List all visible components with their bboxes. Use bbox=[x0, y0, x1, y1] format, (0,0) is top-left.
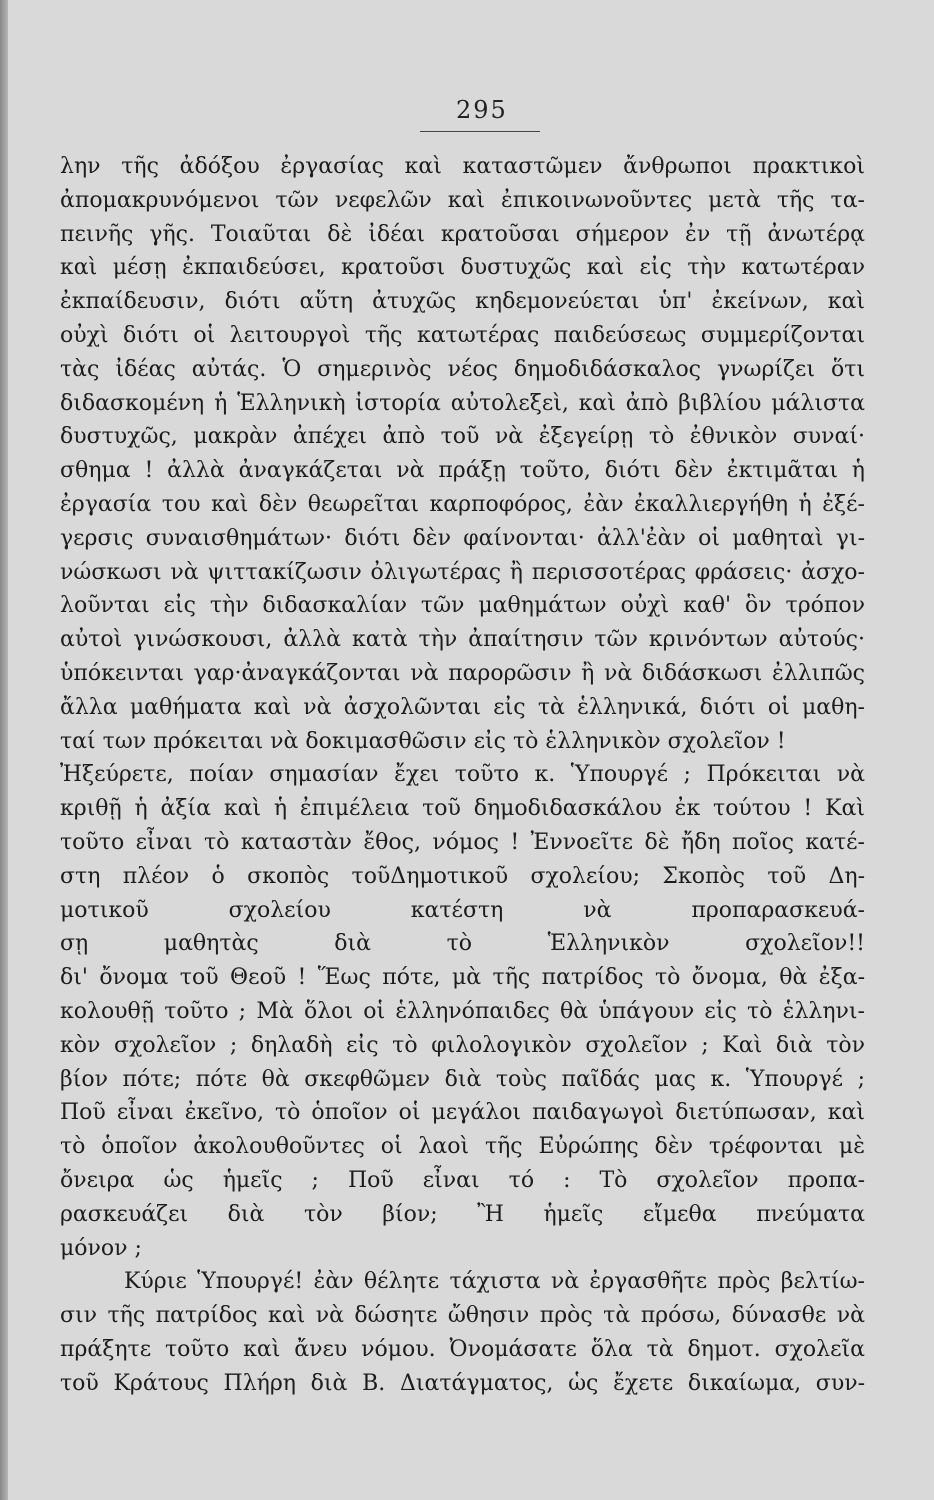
text-line: μοτικοῦ σχολείου κατέστη νὰ προπαρασκευά- bbox=[60, 897, 865, 923]
text-line: νώσκωσι νὰ ψιττακίζωσιν ὀλιγωτέρας ἢ περισσοτέρας φράσεις· ἀσχο- bbox=[60, 559, 865, 585]
body-text bbox=[60, 150, 865, 1400]
text-line: λην τῆς ἀδόξου ἐργασίας καὶ καταστῶμεν ἄνθρωποι πρακτικοὶ bbox=[60, 154, 865, 179]
text-line: τὸ ὁποῖον ἀκολουθοῦντες οἱ λαοὶ τῆς Εὐρώπης δὲν τρέφονται μὲ bbox=[60, 1134, 865, 1160]
text-line: τοῦ Κράτους Πλήρη διὰ Β. Διατάγματος, ὡς ἔχετε δικαίωμα, συν- bbox=[60, 1370, 865, 1396]
text-line: σιν τῆς πατρίδος καὶ νὰ δώσητε ὤθησιν πρὸς τὰ πρόσω, δύνασθε νὰ bbox=[60, 1303, 865, 1329]
text-line: ἀπομακρυνόμενοι τῶν νεφελῶν καὶ ἐπικοινωνοῦντες μετὰ τῆς τα- bbox=[60, 187, 865, 213]
text-line: Κύριε Ὑπουργέ! ἐὰν θέλητε τάχιστα νὰ ἐργασθῆτε πρὸς βελτίω- bbox=[124, 1269, 865, 1295]
text-line: Ἠξεύρετε, ποίαν σημασίαν ἔχει τοῦτο κ. Ὑπουργέ ; Πρόκειται νὰ bbox=[60, 762, 865, 788]
text-line: ὑπόκεινται γαρ·ἀναγκάζονται νὰ παρορῶσιν ἢ νὰ διδάσκωσι ἐλλιπῶς bbox=[60, 660, 865, 686]
text-line: γερσις συναισθημάτων· διότι δὲν φαίνονται· ἀλλ'ἐὰν οἱ μαθηταὶ γι- bbox=[60, 525, 865, 551]
text-line: σθημα ! ἀλλὰ ἀναγκάζεται νὰ πράξῃ τοῦτο, διότι δὲν ἐκτιμᾶται ἡ bbox=[60, 458, 865, 484]
text-line: πεινῆς γῆς. Τοιαῦται δὲ ἰδέαι κρατοῦσαι σήμερον ἐν τῇ ἀνωτέρᾳ bbox=[60, 221, 865, 247]
page-edge bbox=[0, 0, 8, 1500]
text-line: κριθῇ ἡ ἀξία καὶ ἡ ἐπιμέλεια τοῦ δημοδιδασκάλου ἐκ τούτου ! Καὶ bbox=[60, 796, 865, 822]
text-line: στη πλέον ὁ σκοπὸς τοῦΔημοτικοῦ σχολείου; Σκοπὸς τοῦ Δη- bbox=[60, 863, 865, 889]
text-line: ἐργασία του καὶ δὲν θεωρεῖται καρποφόρος, ἐὰν ἐκαλλιεργήθη ἡ ἐξέ- bbox=[60, 491, 865, 517]
text-line: σῃ μαθητὰς διὰ τὸ Ἑλληνικὸν σχολεῖον!! bbox=[60, 931, 865, 957]
book-page bbox=[8, 0, 934, 1500]
page-number: 295 bbox=[456, 96, 508, 124]
text-line: λοῦνται εἰς τὴν διδασκαλίαν τῶν μαθημάτων οὐχὶ καθ' ὃν τρόπον bbox=[60, 593, 865, 619]
text-line: ὄνειρα ὡς ἡμεῖς ; Ποῦ εἶναι τό : Τὸ σχολεῖον προπα- bbox=[60, 1167, 865, 1193]
text-line: διδασκομένη ἡ Ἑλληνικὴ ἱστορία αὐτολεξεὶ, καὶ ἀπὸ βιβλίου μάλιστα bbox=[60, 390, 865, 416]
text-line: ἐκπαίδευσιν, διότι αὕτη ἀτυχῶς κηδεμονεύεται ὑπ' ἐκείνων, καὶ bbox=[60, 289, 865, 315]
text-line: ρασκευάζει διὰ τὸν βίον; Ἢ ἡμεῖς εἴμεθα πνεύματα bbox=[60, 1201, 865, 1227]
text-line: ταί των πρόκειται νὰ δοκιμασθῶσιν εἰς τὸ ἑλληνικὸν σχολεῖον ! bbox=[60, 728, 786, 754]
text-line: κὸν σχολεῖον ; δηλαδὴ εἰς τὸ φιλολογικὸν σχολεῖον ; Καὶ διὰ τὸν bbox=[60, 1032, 865, 1058]
text-line: οὐχὶ διότι οἱ λειτουργοὶ τῆς κατωτέρας παιδεύσεως συμμερίζονται bbox=[60, 322, 865, 348]
text-line: καὶ μέσῃ ἐκπαιδεύσει, κρατοῦσι δυστυχῶς καὶ εἰς τὴν κατωτέραν bbox=[60, 255, 865, 281]
text-line: πράξητε τοῦτο καὶ ἄνευ νόμου. Ὀνομάσατε ὅλα τὰ δημοτ. σχολεῖα bbox=[60, 1336, 865, 1362]
text-line: ἄλλα μαθήματα καὶ νὰ ἀσχολῶνται εἰς τὰ ἑλληνικά, διότι οἱ μαθη- bbox=[60, 694, 865, 720]
text-line: δι' ὄνομα τοῦ Θεοῦ ! Ἕως πότε, μὰ τῆς πατρίδος τὸ ὄνομα, θὰ ἐξα- bbox=[60, 965, 865, 991]
page-number-rule bbox=[420, 131, 540, 132]
text-line: τὰς ἰδέας αὐτάς. Ὁ σημερινὸς νέος δημοδιδάσκαλος γνωρίζει ὅτι bbox=[60, 356, 865, 382]
text-line: τοῦτο εἶναι τὸ καταστὰν ἔθος, νόμος ! Ἐννοεῖτε δὲ ἤδη ποῖος κατέ- bbox=[60, 829, 865, 855]
text-line: αὐτοὶ γινώσκουσι, ἀλλὰ κατὰ τὴν ἀπαίτησιν τῶν κρινόντων αὐτούς· bbox=[60, 627, 865, 653]
text-line: Ποῦ εἶναι ἐκεῖνο, τὸ ὁποῖον οἱ μεγάλοι παιδαγωγοὶ διετύπωσαν, καὶ bbox=[60, 1100, 865, 1126]
text-line: βίον πότε; πότε θὰ σκεφθῶμεν διὰ τοὺς παῖδάς μας κ. Ὑπουργέ ; bbox=[60, 1066, 865, 1092]
text-line: δυστυχῶς, μακρὰν ἀπέχει ἀπὸ τοῦ νὰ ἐξεγείρῃ τὸ ἐθνικὸν συναί· bbox=[60, 424, 865, 450]
text-line: μόνον ; bbox=[60, 1235, 142, 1261]
text-line: κολουθῇ τοῦτο ; Μὰ ὅλοι οἱ ἑλληνόπαιδες θὰ ὑπάγουν εἰς τὸ ἑλληνι- bbox=[60, 998, 865, 1024]
